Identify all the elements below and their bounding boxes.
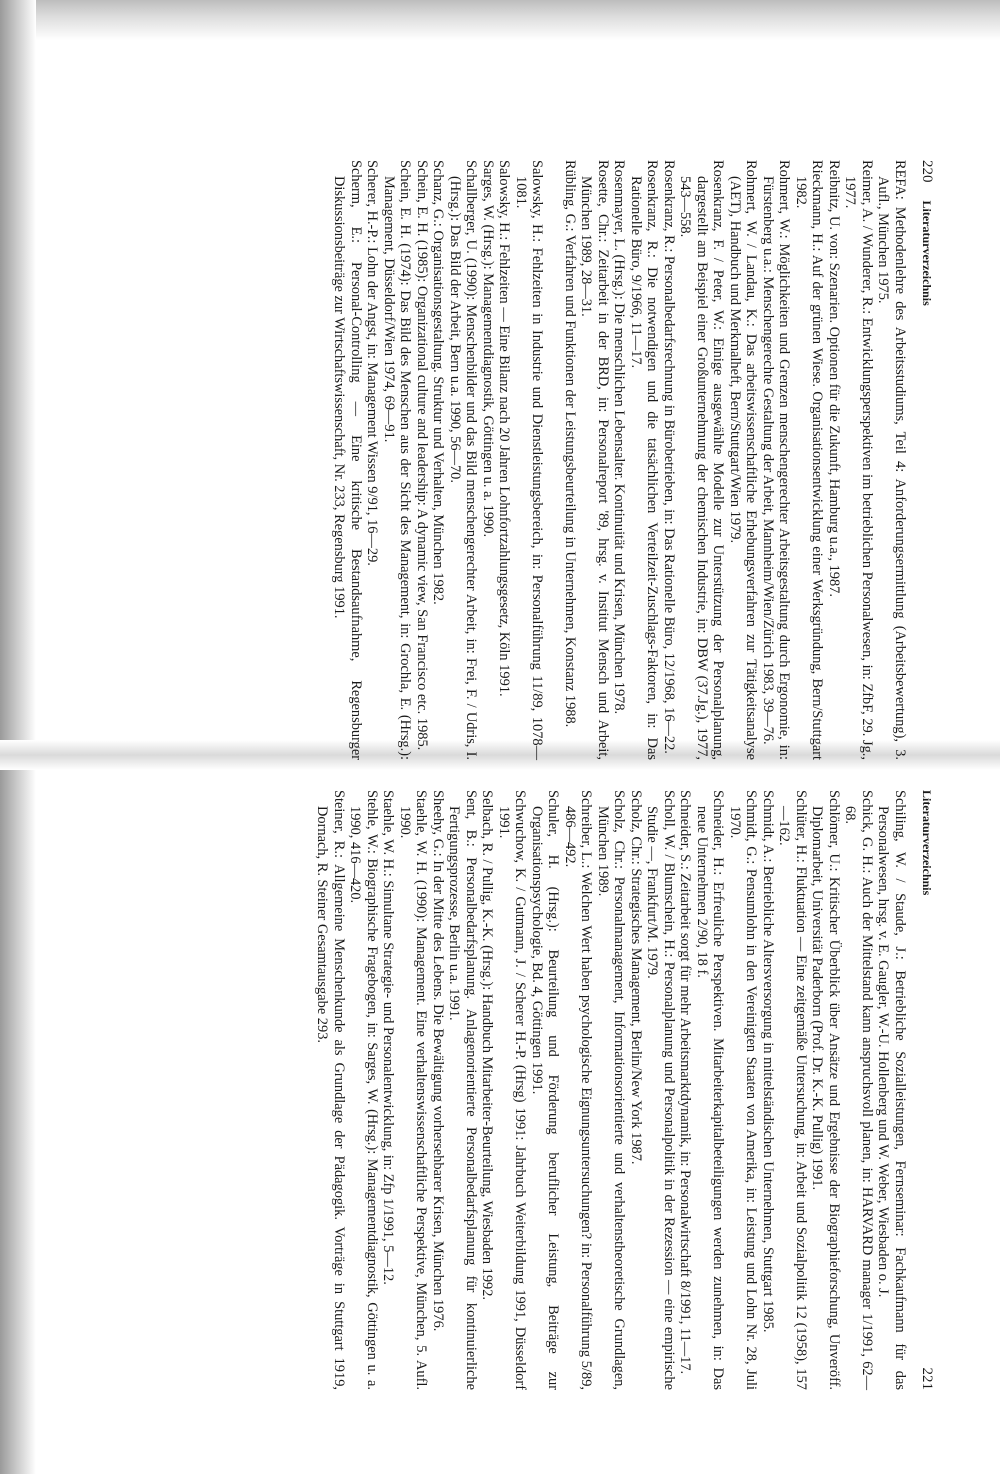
reference-entry: Reimer, A. / Wunderer, R.: Entwicklungsperspektiven im betrieblichen Personalwesen, in: ZfbF, 29. Jg., 1977. xyxy=(842,160,875,760)
reference-entry: Selbach, R. / Pullig, K.-K. (Hrsg.): Handbuch Mitarbeiter-Beurteilung, Wiesbaden 1992. xyxy=(479,790,496,1301)
reference-entry: Scholz, Chr.: Strategisches Management, Berlin/New York 1987. xyxy=(628,790,644,1165)
reference-entry: Steiner, R.: Allgemeine Menschenkunde als Grundlage der Pädagogik. Vorträge in Stuttgart 1919, Dornach, R. Steiner Gesamtausgabe 293. xyxy=(314,790,347,1390)
reference-entry: Rohmert, W. / Landau, K.: Das arbeitswissenschaftliche Erhebungsverfahren zur Tätigkeitsanalyse (AET), Handbuch und Merkmalheft, Bern/Stuttgart/Wien 1979. xyxy=(727,160,760,760)
reference-entry: Scholz, Chr.: Personalmanagement, Informationsorientierte und verhaltenstheoretische Grundlagen, München 1989. xyxy=(595,790,628,1390)
reference-entry: Schmidt, A.: Betriebliche Altersversorgung in mittelständischen Unternehmen, Stuttgart 1985. xyxy=(760,790,776,1333)
reference-entry: Salowsky, H.: Fehlzeiten — Eine Bilanz nach 20 Jahren Lohnfortzahlungsgesetz, Köln 1991. xyxy=(496,160,513,697)
reference-entry: Reibnitz, U. von: Szenarien. Optionen für die Zukunft, Hamburg u.a., 1987. xyxy=(826,160,842,597)
reference-entry: Schneider, H.: Erfreuliche Perspektiven. Mitarbeiterkapitalbeteiligungen werden zunehmen, in: Das neue Unternehmen 2/90, 18 f. xyxy=(694,790,727,1390)
reference-entry: Sheehy, G.: In der Mitte des Lebens. Die Bewältigung vorhersehbarer Krisen, München 1976. xyxy=(430,790,446,1332)
reference-entry: Schein, E. H. (1985): Organizational culture and leadership: A dynamic view, San Francisco etc. 1985. xyxy=(414,160,430,751)
reference-entry: Rieckmann, H.: Auf der grünen Wiese. Organisationsentwicklung einer Werksgründung, Bern/Stuttgart 1982. xyxy=(793,160,826,760)
page-header xyxy=(918,160,935,760)
reference-entry: Scholl, W. / Blumschein, H.: Personalplanung und Personalpolitik in der Rezession — eine empirische Studie —, Frankfurt/M. 1979. xyxy=(644,790,677,1390)
reference-list xyxy=(331,160,908,760)
page-right xyxy=(155,790,935,1390)
reference-entry: REFA: Methodenlehre des Arbeitsstudiums, Teil 4: Anforderungsermittlung (Arbeitsbewertung), 3. Aufl., München 1975. xyxy=(875,160,908,760)
reference-entry: Schein, E. H. (1974): Das Bild des Menschen aus der Sicht des Management, in: Grochla, E. (Hrsg.): Management, Düsseldorf/Wien 1974, 69—91. xyxy=(381,160,414,760)
page-number: 220 xyxy=(919,160,935,183)
section-gap xyxy=(546,160,562,760)
reference-entry: Sarges, W. (Hrsg.): Managementdiagnostik, Göttingen u. a. 1990. xyxy=(480,160,496,538)
reference-entry: Rosenkranz, R.: Personalbedarfsrechnung in Bürobetrieben, in: Das Rationelle Büro, 12/1968, 16—22. xyxy=(661,160,677,754)
reference-entry: Staehle, W. H. (1990): Management. Eine verhaltenswissenschaftliche Perspektive, München, 5. Aufl. 1990. xyxy=(397,790,430,1390)
reference-entry: Schwuchow, K. / Gutmann, J. / Scherer H.-P. (Hrsg) 1991: Jahrbuch Weiterbildung 1991, Düsseldorf 1991. xyxy=(496,790,529,1390)
reference-entry: Rosette, Chr.: Zeitarbeit in der BRD, in: Personalreport '89, hrsg. v. Institut Mensch und Arbeit, München 1989, 28—31. xyxy=(578,160,611,760)
reference-entry: Schuler, H. (Hrsg.): Beurteilung und Förderung beruflicher Leistung, Beiträge zur Organisationspsychologie, Bd. 4, Göttingen 1991. xyxy=(529,790,562,1390)
reference-entry: Schneider, S.: Zeitarbeit sorgt für mehr Arbeitsmarktdynamik, in: Personalwirtschaft 8/1991, 11—17. xyxy=(677,790,694,1375)
reference-list xyxy=(314,790,908,1390)
reference-entry: Stehle, W.: Biographische Fragebogen, in: Sarges, W. (Hrsg.): Managementdiagnostik, Göttingen u. a. 1990, 416—420. xyxy=(347,790,380,1390)
reference-entry: Schreiber, L.: Welchen Wert haben psychologische Eignungsuntersuchungen? in: Personalführung 5/89, 486—492. xyxy=(562,790,595,1390)
scan-shadow-left xyxy=(0,0,36,1474)
reference-entry: Sent, B.: Personalbedarfsplanung. Anlagenorientierte Personalbedarfsplanung für kontinuierliche Fertigungsprozesse, Berlin u.a. 1991. xyxy=(446,790,479,1390)
reference-entry: Schiling, W. / Staude, J.: Betriebliche Sozialleistungen, Fernseminar: Fachkaufmann für das Personalwesen, hrsg. v. E. Gaugler, W.-U. Hollenberg und W. Weber, Wiesbaden o. J. xyxy=(875,790,908,1390)
reference-entry: Schanz, G.: Organisationsgestaltung. Struktur und Verhalten, München 1982. xyxy=(430,160,447,605)
scan-shadow-top xyxy=(0,0,1000,40)
reference-entry: Rosenkranz, F. / Peter, W.: Einige ausgewählte Modelle zur Unterstützung der Personalplanung, dargestellt am Beispiel einer Großunternehmung der chemischen Industrie, in: DBW (37.Jg.), 1977, 543—558. xyxy=(677,160,727,760)
page-left xyxy=(155,160,935,760)
running-title: Literaturverzeichnis xyxy=(920,790,934,896)
page-number: 221 xyxy=(919,1367,935,1390)
reference-entry: Rosenkranz, R.: Die notwendigen und die tatsächlichen Verteilzeit-Zuschlags-Faktoren, in: Das Rationelle Büro, 9/1966, 11—17. xyxy=(628,160,661,760)
running-title: Literaturverzeichnis xyxy=(920,200,934,306)
reference-entry: Rohmert, W.: Möglichkeiten und Grenzen menschengerechter Arbeitsgestaltung durch Ergonomie, in: Fürstenberg u.a.: Menschengerechte Gestaltung der Arbeit, Mannheim/Wien/Zürich 1983, 39—76. xyxy=(760,160,793,760)
reference-entry: Scherer, H.-P.: Lohn der Angst, in: Management Wissen 9/91, 16—29. xyxy=(364,160,381,566)
reference-entry: Scherm, E.: Personal-Controlling — Eine kritische Bestandsaufnahme, Regensburger Diskussionsbeiträge zur Wirtschaftswissenschaft, Nr. 233, Regensburg 1991. xyxy=(331,160,364,760)
reference-entry: Schick, G. H.: Auch der Mittelstand kann anspruchsvoll planen, in: HARVARD manager 1/1991, 62—68. xyxy=(842,790,875,1390)
reference-entry: Schallberger, U. (1990): Menschenbilder und das Bild menschengerechter Arbeit, in: Frei, F. / Udris, I. (Hrsg.): Das Bild der Arbeit, Bern u.a. 1990, 56—70. xyxy=(447,160,480,760)
reference-entry: Schlömer, U.: Kritischer Überblick über Ansätze und Ergebnisse der Biographieforschung, Unveröff. Diplomarbeit, Universität Paderborn (Prof. Dr. K.-K. Pullig) 1991. xyxy=(809,790,842,1390)
reference-entry: Schmidt, G.: Pensumlohn in den Vereinigten Staaten von Amerika, in: Leistung und Lohn Nr. 28, Juli 1970. xyxy=(727,790,760,1390)
reference-entry: Rübling, G.: Verfahren und Funktionen der Leistungsbeurteilung in Unternehmen, Konstanz 1988. xyxy=(562,160,578,728)
reference-entry: Salowsky, H.: Fehlzeiten in Industrie und Dienstleistungsbereich, in: Personalführung 11/89, 1078—1081. xyxy=(513,160,546,760)
reference-entry: Schlüter, H.: Fluktuation — Eine zeitgemäße Untersuchung, in: Arbeit und Sozialpolitik 12 (1958), 157—162. xyxy=(776,790,809,1390)
reference-entry: Staehle, W. H.: Simultane Strategie- und Personalentwicklung, in: Zfp 1/1991, 5—12. xyxy=(380,790,397,1285)
reference-entry: Rosenmayer, L. (Hrsg.): Die menschlichen Lebensalter. Kontinuität und Krisen, München 1978. xyxy=(611,160,628,715)
page-header xyxy=(918,790,935,1390)
